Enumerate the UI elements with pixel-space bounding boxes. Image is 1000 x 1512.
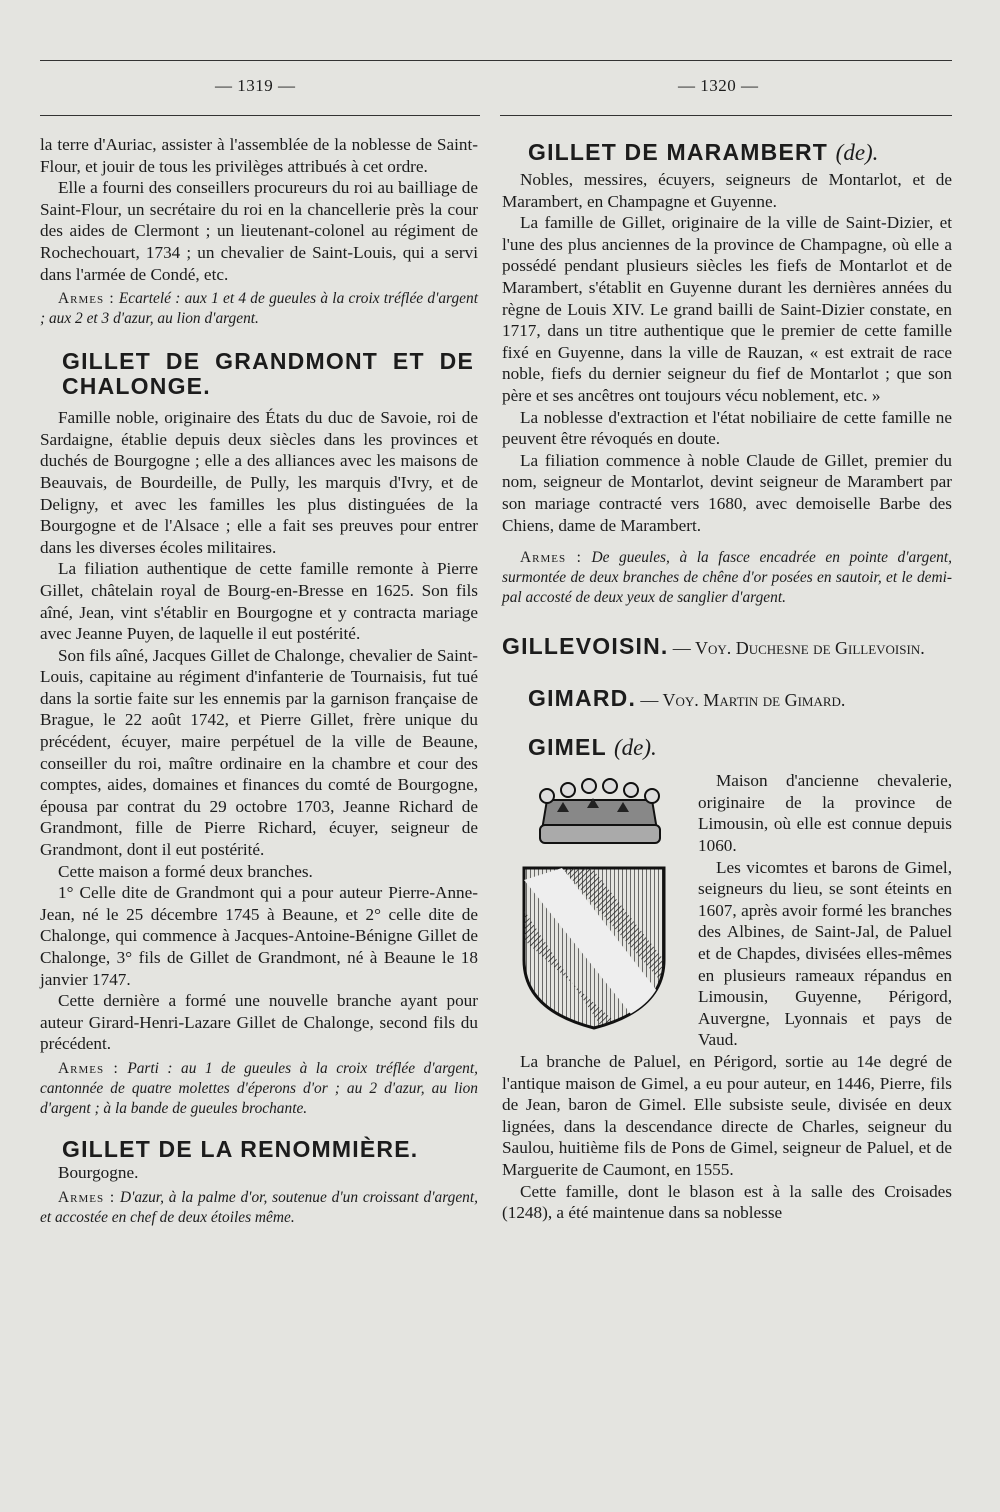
crown-icon [540,779,660,843]
entry-title-gimel [528,735,952,760]
top-rule [40,60,952,61]
grandmont-p6: Cette dernière a formé une nouvelle branche ayant pour auteur Girard-Henri-Lazare Gillet de Chalonge, second fils du précédent. [40,991,478,1054]
entry-title-marambert [528,140,952,165]
gimard-crossref: — Voy. Martin de Gimard. [640,689,846,710]
marambert-p2: La famille de Gillet, originaire de la ville de Saint-Dizier, et l'une des plus anciennes de la province de Champagne, où elle a possédé pendant plusieurs siècles les fiefs de Montarlot et de Marambert, s'établit en Guyenne durant les dernières années du règne de Louis XIV. Le grand bailli de Saint-Dizier constate, en 1717, dans un titre authentique que le premier de cette famille fixé en Guyenne, dans la ville de Rauzan, « est extrait de race noble, fiefs du dernier seigneur du fief de Montarlot ; que son père et ses ancêtres ont toujours vécu noblement, etc. » [502,213,952,405]
grandmont-p2: La filiation authentique de cette famille remonte à Pierre Gillet, châtelain royal de Bourg-en-Bresse en 1625. Son fils aîné, Jean, vint s'établir en Bourgogne et y contracta mariage avec Jeanne Puyen, de laquelle il eut postérité. [40,559,478,644]
arms-text: Parti : au 1 de gueules à la croix tréflée d'argent, cantonnée de quatre molettes d'éperons d'or ; au 2 d'azur, au lion d'argent ; à la bande de gueules brochante. [40,1059,478,1117]
arms-label: Armes : [520,549,582,567]
marambert-name: GILLET DE MARAMBERT [528,139,829,165]
arms-marambert [502,548,952,608]
grandmont-p3: Son fils aîné, Jacques Gillet de Chalonge, chevalier de Saint-Louis, capitaine au régiment d'infanterie de Tournaisis, fut tué dans la sortie faite sur les ennemis par la garnison française de Brague, le 22 août 1742, et Pierre Gillet, frère unique du précédent, écuyer, maire perpétuel de la ville de Beaune, conseiller du roi, maître ordinaire en la chambre et cour des comptes, aides, domaines et finances du comté de Bourgogne, épousa par contrat du 29 octobre 1703, Jeanne Richard de Grandmont, fille de Pierre Richard, écuyer, seigneur de Grandmont, dont il eut postérité. [40,645,478,860]
grandmont-p4: Cette maison a formé deux branches. [58,861,313,881]
entry-gimard [528,686,952,712]
left-page-number: — 1319 — [215,76,296,95]
grandmont-p5: 1° Celle dite de Grandmont qui a pour auteur Pierre-Anne-Jean, né le 25 décembre 1745 à Beaune, et 2° celle dite de Chalonge, qui commence à Jacques-Antoine-Bénigne Gillet de Chalonge, 3° fils de Gillet de Grandmont, né à Beaune le 18 janvier 1747. [40,883,478,989]
renommiere-region: Bourgogne. [58,1162,139,1182]
arms-label: Armes : [58,1059,119,1077]
marambert-p1: Nobles, messires, écuyers, seigneurs de Montarlot, et de Marambert, en Champagne et Guyenne. [502,170,952,211]
entry-title-renommiere: GILLET DE LA RENOMMIÈRE. [62,1135,419,1162]
marambert-particle: (de). [835,140,879,165]
shield-icon [524,868,664,1028]
arms-auriac [40,289,478,329]
arms-text: De gueules, à la fasce encadrée en pointe d'argent, surmontée de deux branches de chêne d'or posées en sautoir, et le demi-pal accosté de deux yeux de sanglier d'argent. [502,549,952,607]
gillevoisin-title: GILLEVOISIN. [502,633,669,660]
arms-text: Ecartelé : aux 1 et 4 de gueules à la croix tréflée d'argent ; aux 2 et 3 d'azur, au lion d'argent. [40,290,478,328]
auriac-paragraph: la terre d'Auriac, assister à l'assemblée de la noblesse de Saint-Flour, et jouir de tous les privilèges attribués à cet ordre. [40,135,478,176]
arms-label: Armes : [58,1188,116,1206]
conseillers-paragraph: Elle a fourni des conseillers procureurs du roi au bailliage de Saint-Flour, un secrétaire du roi en la chancellerie près la cour des aides de Clermont ; un lieutenant-colonel au régiment de Rochechouart, 1734 ; un chevalier de Saint-Louis, qui a servi dans l'armée de Condé, etc. [40,178,478,284]
arms-text: D'azur, à la palme d'or, soutenue d'un croissant d'argent, et accostée en chef de deux étoiles même. [40,1188,478,1226]
left-column [40,134,478,1228]
gimel-p3: La branche de Paluel, en Périgord, sortie au 14e degré de l'antique maison de Gimel, a eu pour auteur, en 1446, Pierre, fils de Jean, baron de Gimel. Elle subsiste seule, divisée en deux lignées, dans la descendance directe de Charles, seigneur du Saulou, huitième fils de Pons de Gimel, seigneur de Paluel, et de Marguerite de Caumont, en 1555. [502,1052,952,1179]
gimard-title: GIMARD. [528,684,637,711]
gillevoisin-crossref: — Voy. Duchesne de Gillevoisin. [672,638,925,659]
arms-label: Armes : [58,290,115,308]
gimel-particle: (de). [614,735,657,761]
entry-gillevoisin [502,634,952,660]
right-column [502,140,952,1224]
right-header-rule [500,115,952,116]
arms-renommiere [40,1188,478,1228]
grandmont-p1: Famille noble, originaire des États du duc de Savoie, roi de Sardaigne, établie depuis deux siècles dans les provinces et duchés de Bourgogne ; elle a des alliances avec les maisons de Beauvais, de Bourdeille, de Pully, les marquis d'Ivry, et de Deligny, et avec les familles les plus distinguées de la Bourgogne et de l'Alsace ; elle a fait ses preuves pour entrer dans les diverses écoles militaires. [40,408,478,557]
gimel-p1: Maison d'ancienne chevalerie, originaire de la province de Limousin, où elle est connue depuis 1060. [698,771,952,856]
gimel-section [502,770,952,1223]
coat-of-arms-icon [502,770,690,1030]
arms-grandmont [40,1059,478,1119]
left-header-rule [40,115,480,116]
right-page-number: — 1320 — [678,76,759,95]
gimel-name: GIMEL [528,734,607,761]
entry-title-grandmont: GILLET DE GRANDMONT ET DE CHALONGE. [62,348,474,400]
gimel-p2: Les vicomtes et barons de Gimel, seigneurs du lieu, se sont éteints en 1607, après avoir formé les branches des Albines, de Saint-Jal, de Paluel et de Chapdes, divisées elles-mêmes en plusieurs rameaux répandus en Limousin, Guyenne, Périgord, Auvergne, Lyonnais et pays de Vaud. [698,857,952,1050]
gimel-p4: Cette famille, dont le blason est à la salle des Croisades (1248), a été maintenue dans sa noblesse [502,1181,952,1223]
marambert-p3: La noblesse d'extraction et l'état nobiliaire de cette famille ne peuvent être révoqués en doute. [502,407,952,449]
marambert-p4: La filiation commence à noble Claude de Gillet, premier du nom, seigneur de Montarlot, devint seigneur de Marambert par son mariage contracté vers 1680, avec demoiselle Barbe des Chiens, dame de Marambert. [502,450,952,535]
